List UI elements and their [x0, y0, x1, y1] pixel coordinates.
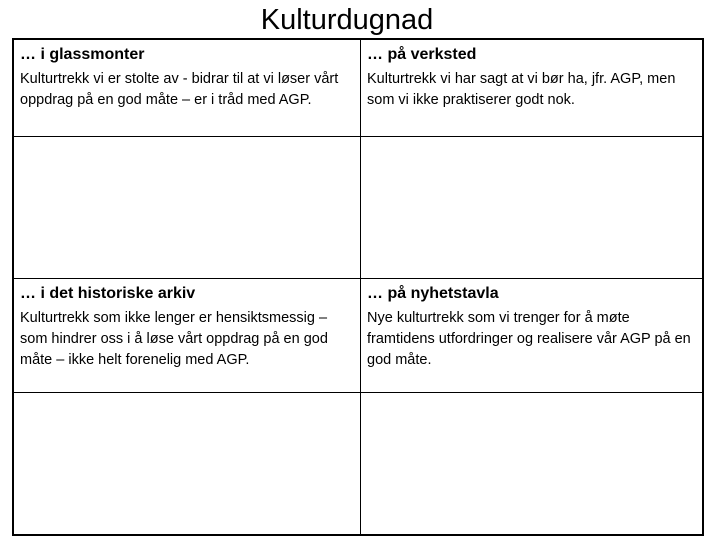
quadrant-historiske-arkiv	[14, 279, 360, 371]
quadrant-description: Kulturtrekk vi har sagt at vi bør ha, jfr. AGP, men som vi ikke praktiserer godt nok.	[367, 71, 676, 108]
quadrant-heading: … på verksted	[367, 46, 477, 63]
row-divider-bottom-half	[14, 392, 702, 393]
culture-grid	[12, 38, 704, 536]
quadrant-glassmonter	[14, 40, 360, 111]
page-title: Kulturdugnad	[260, 4, 434, 36]
row-divider-top-half	[14, 136, 702, 137]
quadrant-heading: … i det historiske arkiv	[20, 285, 196, 302]
quadrant-nyhetstavla	[361, 279, 704, 371]
quadrant-heading: … i glassmonter	[20, 46, 145, 63]
quadrant-description: Kulturtrekk som ikke lenger er hensiktsmessig – som hindrer oss i å løse vårt oppdrag på en god måte – ikke helt forenelig med AGP.	[20, 310, 328, 368]
quadrant-heading: … på nyhetstavla	[367, 285, 499, 302]
quadrant-verksted	[361, 40, 704, 111]
quadrant-description: Kulturtrekk vi er stolte av - bidrar til at vi løser vårt oppdrag på en god måte – er i tråd med AGP.	[20, 71, 339, 108]
quadrant-description: Nye kulturtrekk som vi trenger for å møte framtidens utfordringer og realisere vår AGP på en god måte.	[367, 310, 691, 368]
